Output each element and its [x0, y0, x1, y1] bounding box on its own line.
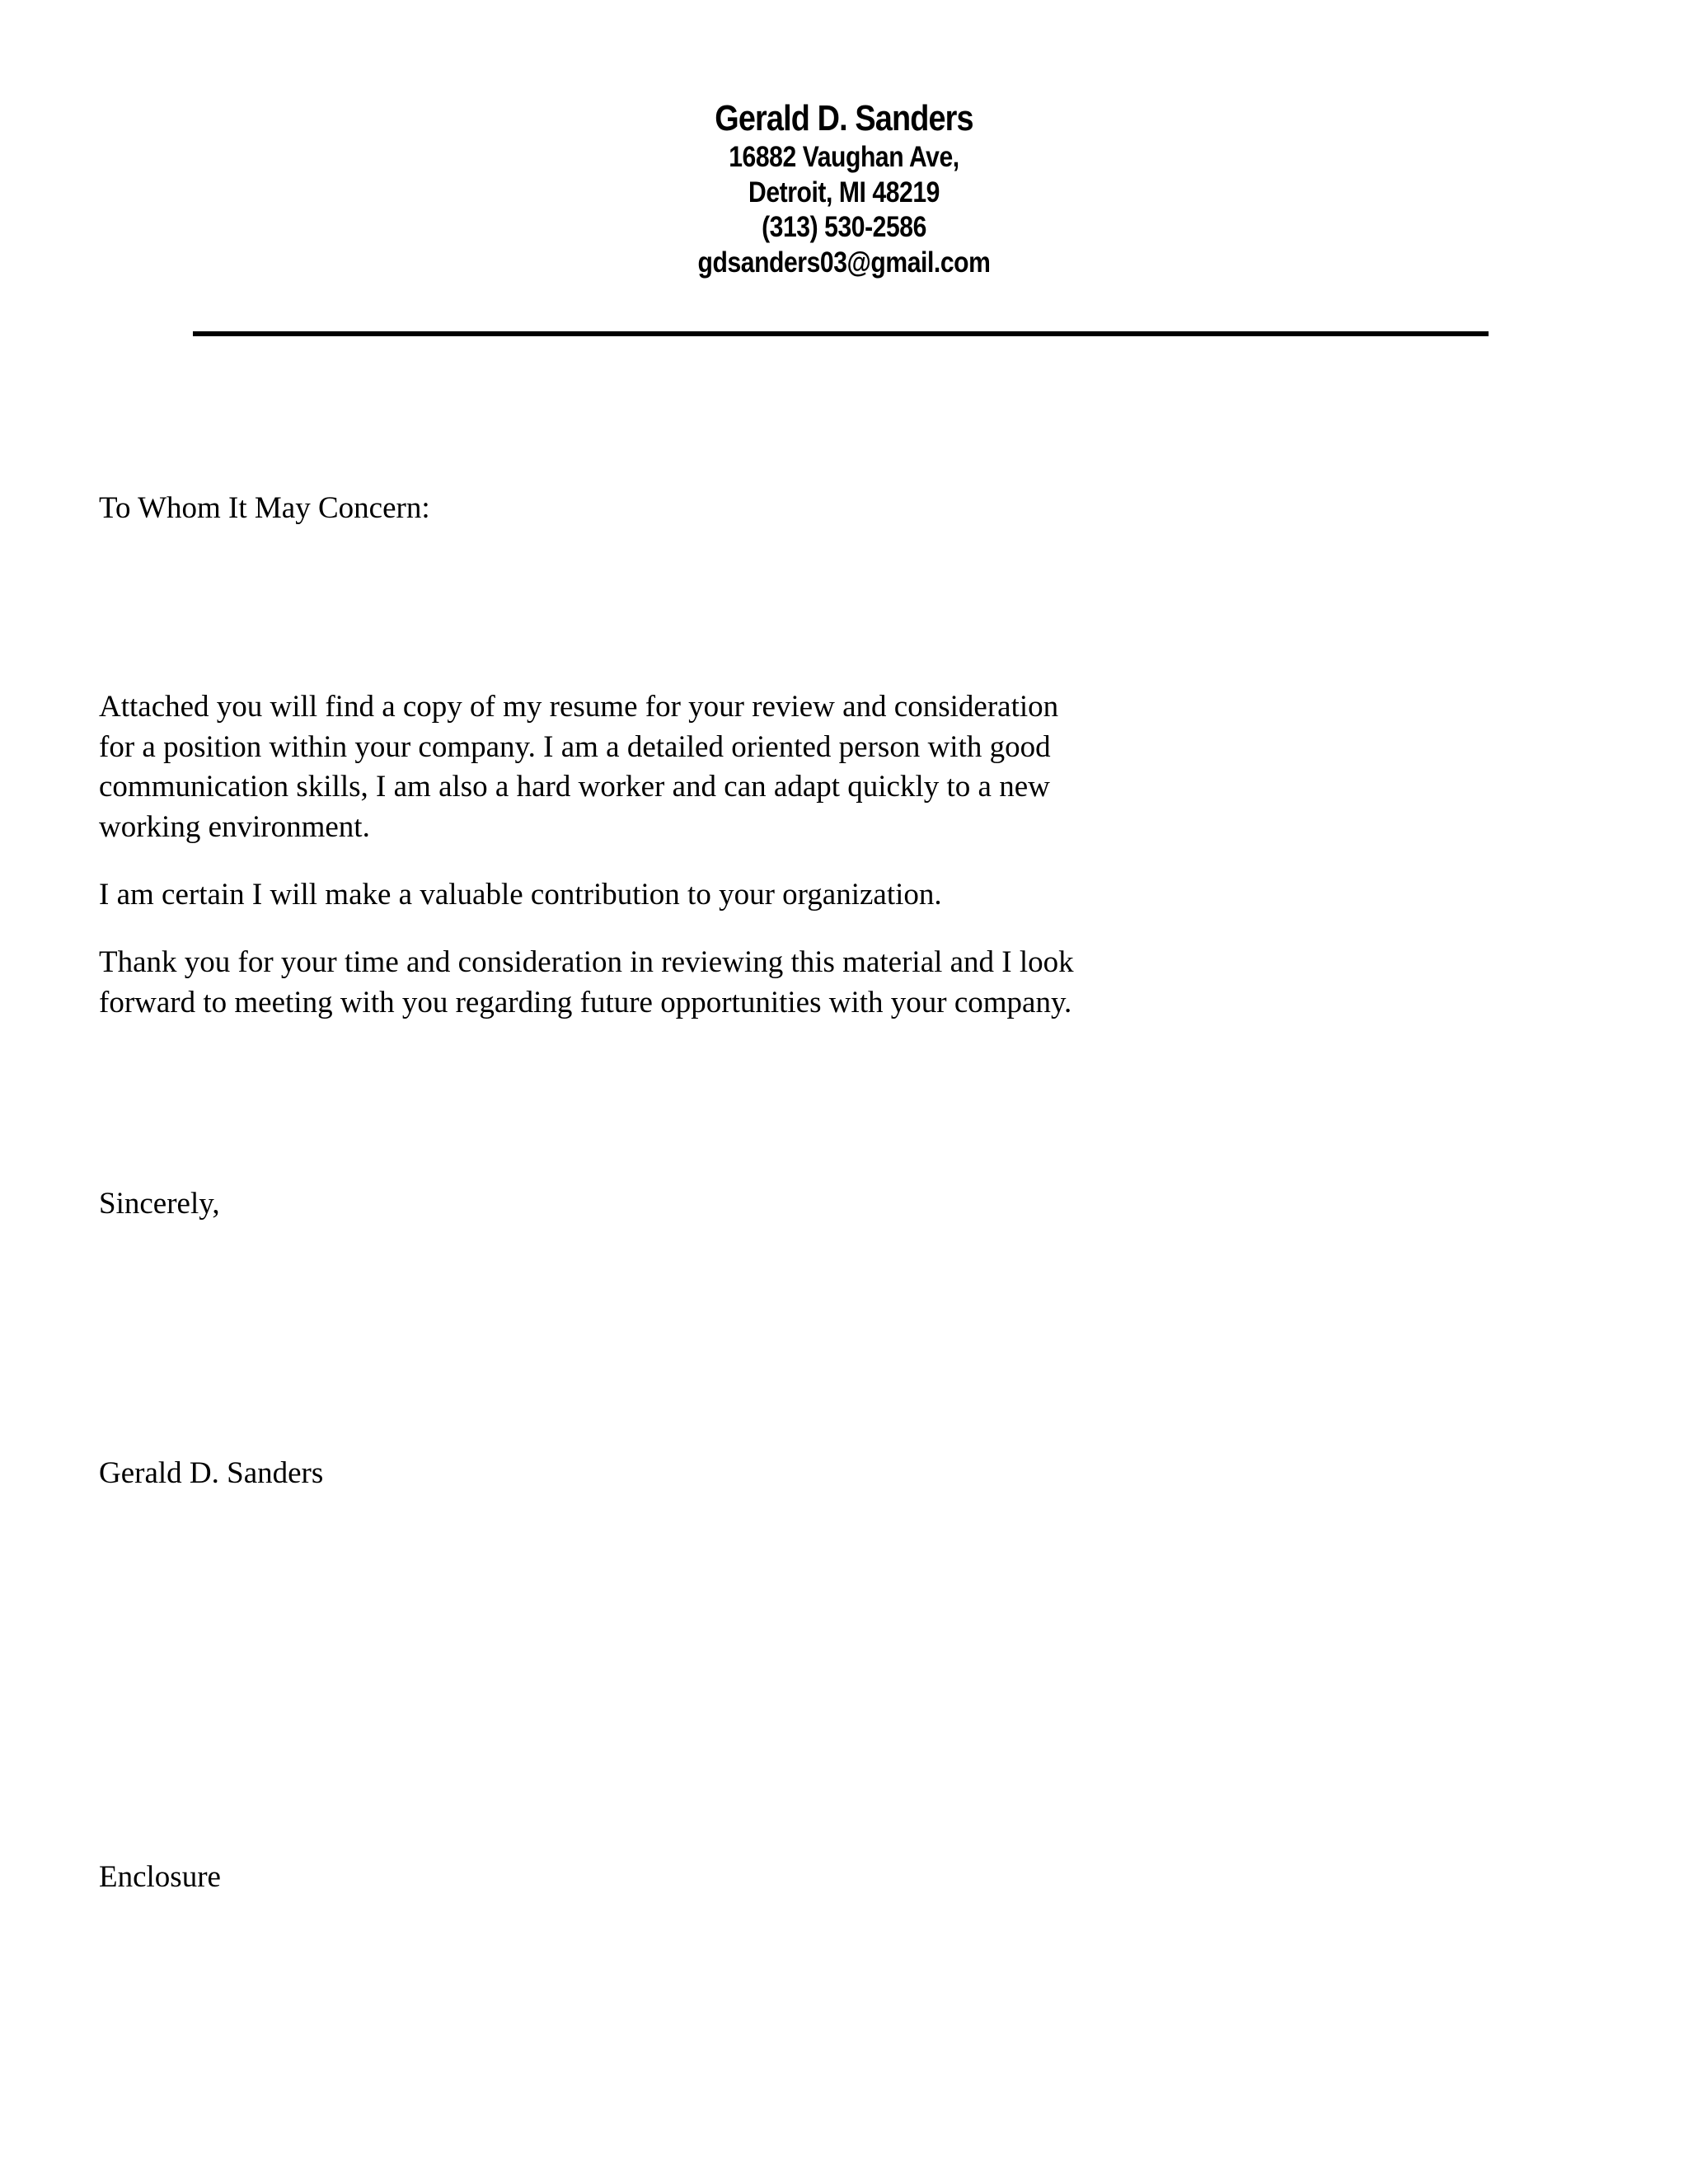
body-paragraph-3-line: forward to meeting with you regarding future opportunities with your company. [99, 985, 1072, 1019]
body-paragraph-2 [99, 875, 942, 916]
body-paragraph-1 [99, 687, 1058, 847]
body-paragraph-1-line: working environment. [99, 809, 370, 844]
sender-phone: (313) 530-2586 [762, 211, 926, 243]
salutation: To Whom It May Concern: [99, 491, 430, 525]
closing: Sincerely, [99, 1187, 220, 1221]
body-paragraph-1-line: Attached you will find a copy of my resume for your review and consideration [99, 690, 1059, 724]
body-paragraph-1-line: communication skills, I am also a hard worker and can adapt quickly to a new [99, 770, 1050, 804]
letterhead-divider [193, 331, 1489, 336]
enclosure-note: Enclosure [99, 1860, 221, 1894]
letterhead [0, 97, 1688, 280]
sender-email: gdsanders03@gmail.com [697, 246, 991, 279]
body-paragraph-2-line: I am certain I will make a valuable contribution to your organization. [99, 878, 942, 912]
sender-city: Detroit, MI 48219 [748, 176, 940, 209]
body-paragraph-3 [99, 943, 1074, 1023]
sender-street: 16882 Vaughan Ave, [729, 141, 959, 173]
sender-name: Gerald D. Sanders [715, 98, 973, 138]
body-paragraph-3-line: Thank you for your time and consideration in reviewing this material and I look [99, 945, 1074, 979]
signature-name: Gerald D. Sanders [99, 1456, 324, 1490]
body-paragraph-1-line: for a position within your company. I am a detailed oriented person with good [99, 729, 1051, 764]
